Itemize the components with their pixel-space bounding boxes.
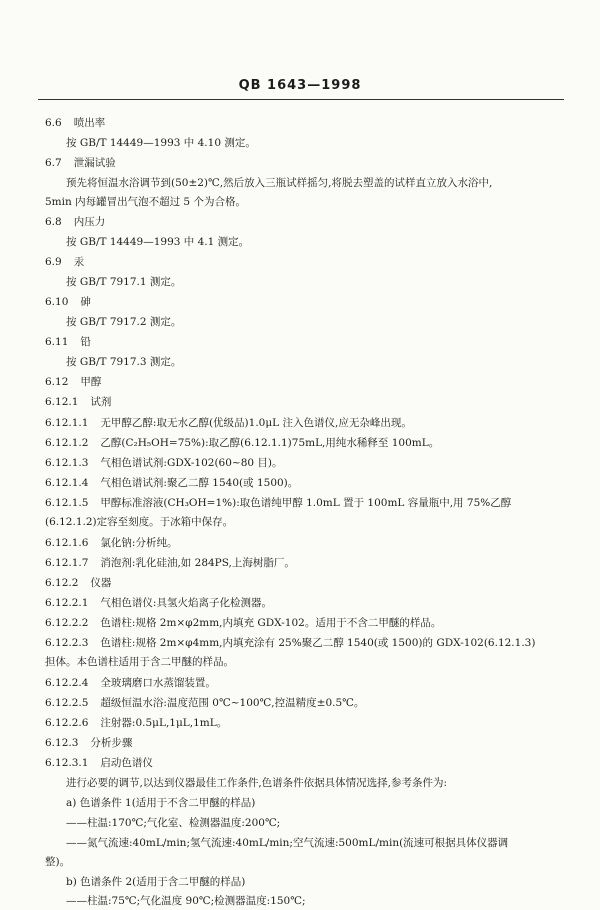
clause-text: 气相色谱仪:具氢火焰离子化检测器。 (100, 597, 272, 609)
clause-line (45, 597, 272, 610)
clause-text: 注射器:0.5μL,1μL,1mL。 (100, 717, 228, 729)
clause-line (45, 737, 132, 750)
clause-number: 6.8 (45, 216, 62, 228)
clause-line (45, 677, 216, 690)
clause-line (45, 457, 283, 470)
clause-text: 喷出率 (73, 117, 106, 129)
clause-number: 6.10 (45, 296, 69, 308)
clause-line (45, 216, 105, 229)
clause-number: 6.12.1 (45, 396, 79, 408)
clause-text: 氯化钠:分析纯。 (100, 537, 178, 549)
paragraph-text: ——柱温:170℃;气化室、检测器温度:200℃; (66, 817, 281, 829)
clause-line (45, 157, 116, 170)
paragraph-text: 进行必要的调节,以达到仪器最佳工作条件,色谱条件依据具体情况选择,参考条件为: (66, 777, 448, 789)
clause-line (45, 697, 364, 710)
clause-number: 6.12.2.5 (45, 697, 89, 709)
clause-line (45, 117, 105, 130)
clause-number: 6.12.1.4 (45, 477, 89, 489)
paragraph-text: 按 GB/T 7917.1 测定。 (66, 276, 182, 288)
text-line (66, 236, 249, 249)
clause-line (45, 717, 227, 730)
clause-number: 6.11 (45, 336, 69, 348)
clause-line (45, 396, 111, 409)
paragraph-text: ——柱温:75℃;气化温度 90℃;检测器温度:150℃; (66, 895, 306, 907)
clause-line (45, 376, 101, 389)
text-line (45, 856, 70, 869)
clause-number: 6.12.2.2 (45, 617, 89, 629)
paragraph-text: 按 GB/T 7917.2 测定。 (66, 316, 182, 328)
clause-line (45, 497, 511, 510)
clause-number: 6.12.1.6 (45, 537, 89, 549)
clause-line (45, 577, 111, 590)
clause-text: 无甲醇乙醇:取无水乙醇(优级品)1.0μL 注入色谱仪,应无杂峰出现。 (100, 417, 412, 429)
clause-text: 泄漏试验 (73, 157, 116, 169)
paragraph-text: b) 色谱条件 2(适用于含二甲醚的样品) (66, 876, 246, 888)
clause-line (45, 336, 91, 349)
clause-text: 甲醇 (80, 376, 102, 388)
text-line (66, 356, 181, 369)
paragraph-text: 按 GB/T 7917.3 测定。 (66, 356, 182, 368)
clause-text: 砷 (80, 296, 91, 308)
text-line (66, 797, 255, 810)
text-line (45, 516, 233, 529)
clause-text: 启动色谱仪 (100, 757, 153, 769)
clause-number: 6.12.2.1 (45, 597, 89, 609)
clause-text: 超级恒温水浴:温度范围 0℃~100℃,控温精度±0.5℃。 (100, 697, 365, 709)
clause-line (45, 437, 439, 450)
clause-text: 气相色谱试剂:聚乙二醇 1540(或 1500)。 (100, 477, 299, 489)
clause-number: 6.12.2 (45, 577, 79, 589)
clause-number: 6.12.1.2 (45, 437, 89, 449)
standard-code-header: QB 1643—1998 (238, 78, 362, 93)
clause-line (45, 256, 84, 269)
clause-text: 气相色谱试剂:GDX-102(60~80 目)。 (100, 457, 283, 469)
clause-number: 6.12.1.3 (45, 457, 89, 469)
clause-line (45, 296, 91, 309)
paragraph-text: ——氮气流速:40mL/min;氢气流速:40mL/min;空气流速:500mL/min(流速可根据具体仪器调 (66, 837, 509, 849)
text-line (45, 656, 234, 669)
clause-line (45, 617, 441, 630)
clause-number: 6.7 (45, 157, 62, 169)
paragraph-text: (6.12.1.2)定容至刻度。于冰箱中保存。 (45, 516, 234, 528)
clause-line (45, 757, 153, 770)
paragraph-text: 整)。 (45, 856, 71, 868)
clause-text: 内压力 (73, 216, 106, 228)
text-line (66, 895, 306, 908)
clause-number: 6.12 (45, 376, 69, 388)
clause-number: 6.12.3 (45, 737, 79, 749)
text-line (66, 817, 280, 830)
paragraph-text: 按 GB/T 14449—1993 中 4.10 测定。 (66, 137, 256, 149)
clause-number: 6.12.3.1 (45, 757, 89, 769)
clause-text: 分析步骤 (90, 737, 133, 749)
clause-text: 消泡剂:乳化硅油,如 284PS,上海树脂厂。 (100, 557, 295, 569)
clause-text: 铅 (80, 336, 91, 348)
text-line (66, 837, 508, 850)
clause-line (45, 557, 295, 570)
paragraph-text: 按 GB/T 14449—1993 中 4.1 测定。 (66, 236, 250, 248)
clause-text: 汞 (73, 256, 85, 268)
clause-text: 仪器 (90, 577, 112, 589)
clause-number: 6.9 (45, 256, 62, 268)
clause-line (45, 477, 298, 490)
clause-text: 色谱柱:规格 2m×φ2mm,内填充 GDX-102。适用于不含二甲醚的样品。 (100, 617, 442, 629)
text-line (66, 137, 256, 150)
clause-number: 6.12.1.5 (45, 497, 89, 509)
clause-text: 色谱柱:规格 2m×φ4mm,内填充涂有 25%聚乙二醇 1540(或 1500)的 GDX-102(6.12.1.3) (100, 637, 536, 649)
text-line (66, 316, 181, 329)
text-line (66, 276, 181, 289)
clause-number: 6.12.2.3 (45, 637, 89, 649)
clause-line (45, 637, 535, 650)
paragraph-text: 担体。本色谱柱适用于含二甲醚的样品。 (45, 656, 234, 668)
paragraph-text: 预先将恒温水浴调节到(50±2)℃,然后放入三瓶试样摇匀,将脱去塑盖的试样直立放入水浴中, (66, 177, 493, 189)
text-line (45, 196, 246, 209)
clause-text: 全玻璃磨口水蒸馏装置。 (100, 677, 216, 689)
header-rule (38, 99, 564, 100)
text-line (66, 177, 492, 190)
text-line (66, 876, 245, 889)
clause-line (45, 417, 412, 430)
clause-number: 6.12.1.7 (45, 557, 89, 569)
paragraph-text: 5min 内每罐冒出气泡不超过 5 个为合格。 (45, 196, 246, 208)
clause-text: 甲醇标准溶液(CH₃OH=1%):取色谱纯甲醇 1.0mL 置于 100mL 容量瓶中,用 75%乙醇 (100, 497, 512, 509)
clause-line (45, 537, 177, 550)
clause-number: 6.12.2.6 (45, 717, 89, 729)
text-line (66, 777, 447, 790)
clause-text: 乙醇(C₂H₅OH=75%):取乙醇(6.12.1.1)75mL,用纯水稀释至 100mL。 (100, 437, 440, 449)
paragraph-text: a) 色谱条件 1(适用于不含二甲醚的样品) (66, 797, 256, 809)
clause-text: 试剂 (90, 396, 112, 408)
clause-number: 6.12.2.4 (45, 677, 89, 689)
clause-number: 6.12.1.1 (45, 417, 89, 429)
clause-number: 6.6 (45, 117, 62, 129)
